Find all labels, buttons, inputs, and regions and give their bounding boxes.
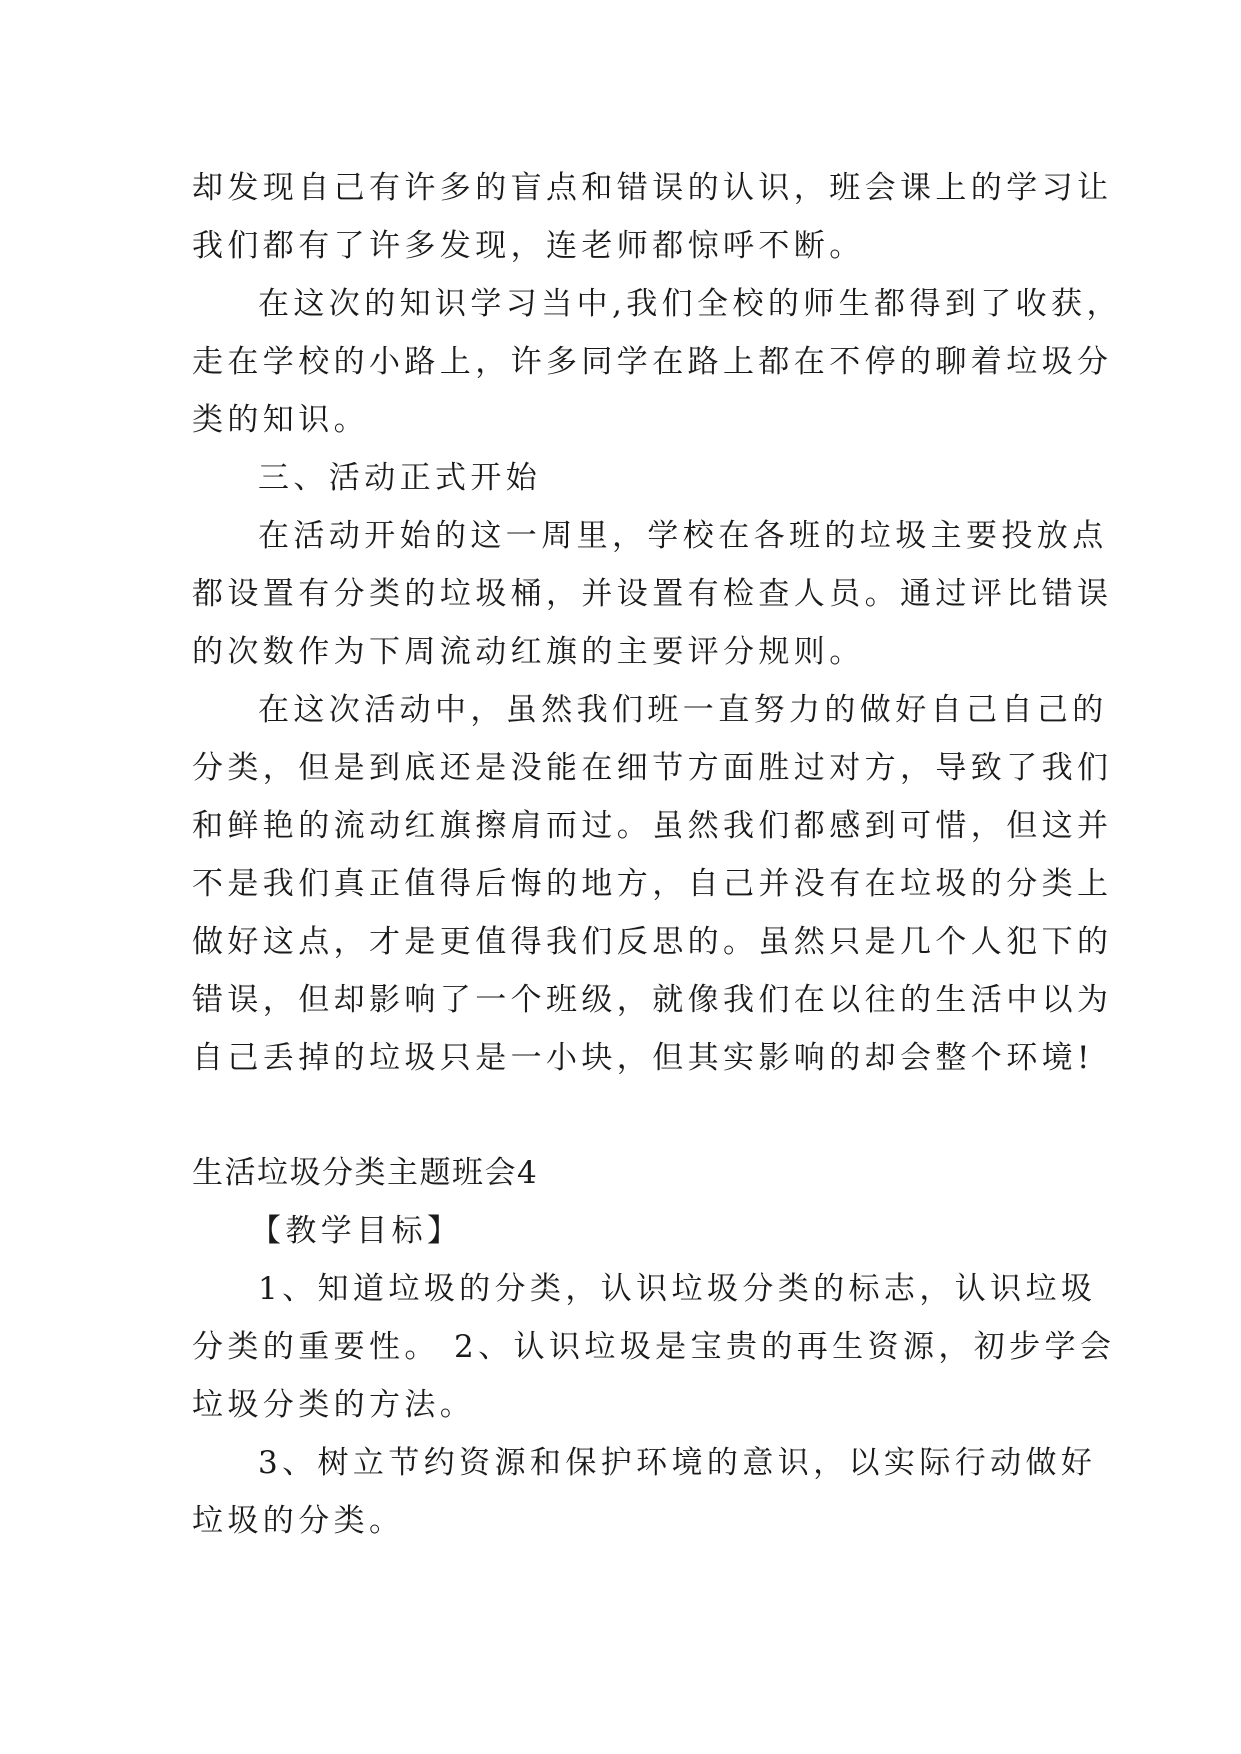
paragraph-line: 垃圾的分类。: [192, 1503, 405, 1539]
paragraph-line: 却发现自己有许多的盲点和错误的认识，班会课上的学习让: [192, 170, 1113, 206]
paragraph-line: 分类的重要性。 2、认识垃圾是宝贵的再生资源，初步学会: [192, 1329, 1116, 1365]
paragraph-line: 走在学校的小路上，许多同学在路上都在不停的聊着垃圾分: [192, 344, 1113, 380]
paragraph-line: 我们都有了许多发现，连老师都惊呼不断。: [192, 228, 865, 264]
paragraph-line: 类的知识。: [192, 402, 369, 438]
paragraph-line: 和鲜艳的流动红旗擦肩而过。虽然我们都感到可惜，但这并: [192, 808, 1113, 844]
paragraph-line: 1、知道垃圾的分类，认识垃圾分类的标志，认识垃圾: [258, 1271, 1097, 1307]
paragraph-line: 做好这点，才是更值得我们反思的。虽然只是几个人犯下的: [192, 924, 1113, 960]
paragraph-line: 分类，但是到底还是没能在细节方面胜过对方，导致了我们: [192, 750, 1113, 786]
paragraph-line: 3、树立节约资源和保护环境的意识，以实际行动做好: [258, 1445, 1097, 1481]
paragraph-line: 在这次的知识学习当中,我们全校的师生都得到了收获，: [258, 286, 1122, 322]
paragraph-line: 在活动开始的这一周里，学校在各班的垃圾主要投放点: [258, 518, 1108, 554]
section-title: 生活垃圾分类主题班会4: [192, 1155, 539, 1191]
paragraph-line: 的次数作为下周流动红旗的主要评分规则。: [192, 634, 865, 670]
paragraph-line: 都设置有分类的垃圾桶，并设置有检查人员。通过评比错误: [192, 576, 1113, 612]
paragraph-line: 错误，但却影响了一个班级，就像我们在以往的生活中以为: [192, 982, 1113, 1018]
teaching-goal-heading: 【教学目标】: [250, 1213, 463, 1249]
section-heading: 三、活动正式开始: [258, 460, 542, 496]
paragraph-line: 不是我们真正值得后悔的地方，自己并没有在垃圾的分类上: [192, 866, 1113, 902]
paragraph-line: 自己丢掉的垃圾只是一小块，但其实影响的却会整个环境!: [192, 1040, 1094, 1076]
paragraph-line: 在这次活动中，虽然我们班一直努力的做好自己自己的: [258, 692, 1108, 728]
paragraph-line: 垃圾分类的方法。: [192, 1387, 476, 1423]
